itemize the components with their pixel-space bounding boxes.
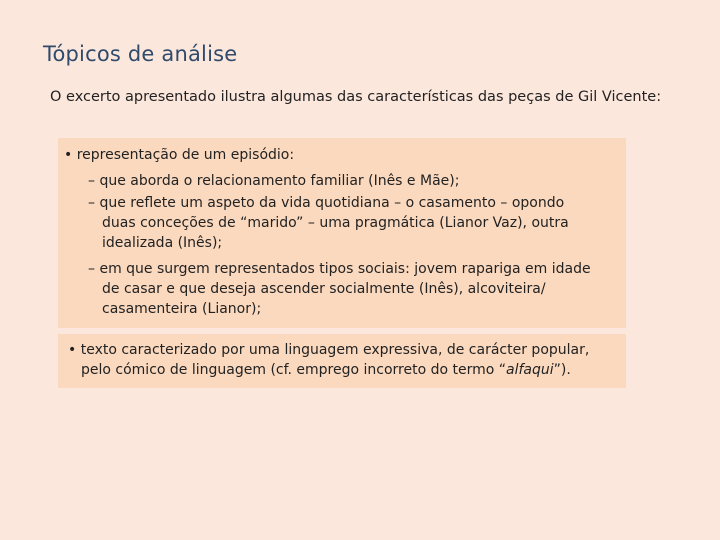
sub-item-line: – que aborda o relacionamento familiar (Inês e Mãe);	[88, 173, 460, 189]
bullet-language	[68, 340, 589, 380]
intro-text: O excerto apresentado ilustra algumas das características das peças de Gil Vicente:	[50, 89, 662, 105]
topic-box-language	[58, 334, 626, 388]
sub-item-line: casamenteira (Lianor);	[102, 301, 262, 317]
sub-item-line: de casar e que deseja ascender socialmente (Inês), alcoviteira/	[102, 281, 546, 297]
sub-item-line: idealizada (Inês);	[102, 235, 223, 251]
bullet-language-line	[68, 360, 589, 380]
sub-item-line: – que reflete um aspeto da vida quotidiana – o casamento – opondo	[88, 195, 565, 211]
text-fragment: pelo cómico de linguagem (cf. emprego incorreto do termo “	[81, 362, 507, 378]
sub-item-line: duas conceções de “marido” – uma pragmática (Lianor Vaz), outra	[102, 215, 569, 231]
sub-item-social-types	[88, 259, 591, 319]
sub-item-line: – em que surgem representados tipos sociais: jovem rapariga em idade	[88, 261, 591, 277]
bullet-episode-heading: • representação de um episódio:	[64, 147, 295, 163]
italic-term: alfaqui	[506, 362, 554, 378]
bullet-language-line: • texto caracterizado por uma linguagem expressiva, de carácter popular,	[68, 342, 590, 358]
text-fragment: ”).	[553, 362, 571, 378]
page-title: Tópicos de análise	[43, 42, 238, 66]
sub-item-family	[88, 171, 459, 191]
topic-box-episode	[58, 138, 626, 328]
sub-item-daily-life	[88, 193, 569, 253]
